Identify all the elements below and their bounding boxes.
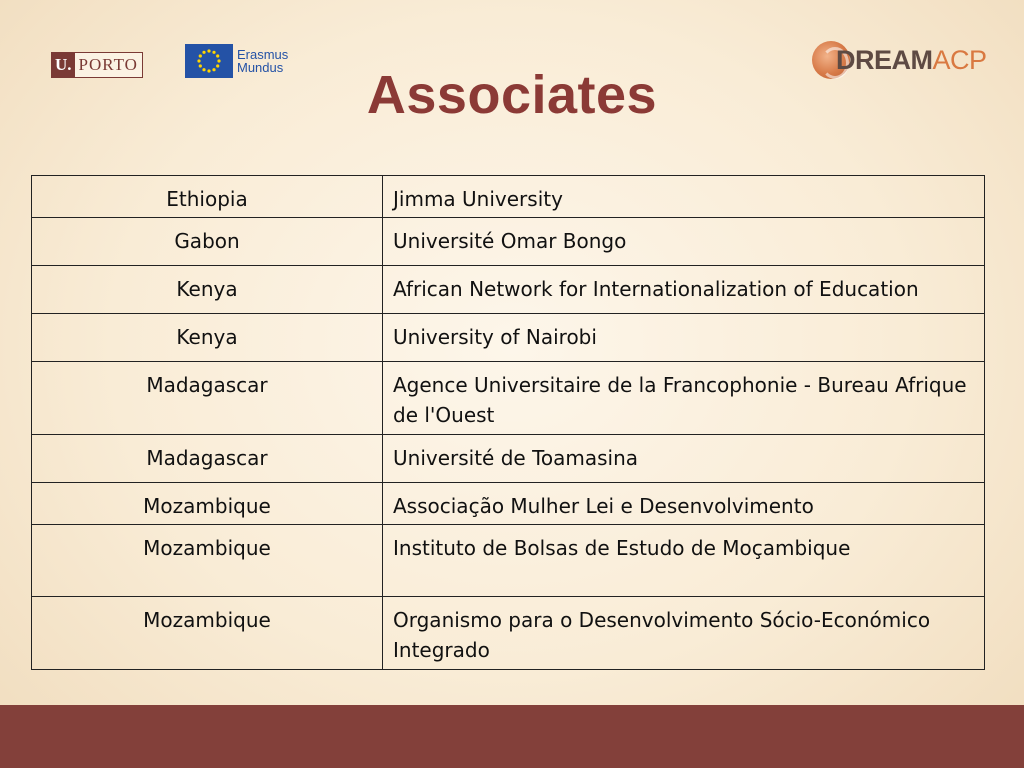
- dreamacp-wordmark-acp: ACP: [932, 44, 987, 75]
- table-row: [32, 314, 985, 362]
- country-cell: Madagascar: [32, 362, 383, 435]
- institution-cell: Jimma University: [383, 176, 985, 218]
- country-cell: Mozambique: [32, 597, 383, 670]
- country-cell: Mozambique: [32, 525, 383, 597]
- institution-cell: Instituto de Bolsas de Estudo de Moçambique: [383, 525, 985, 597]
- slide-title: Associates: [366, 65, 658, 125]
- institution-cell: Organismo para o Desenvolvimento Sócio-Económico Integrado: [383, 597, 985, 670]
- table-row: [32, 218, 985, 266]
- country-cell: Madagascar: [32, 435, 383, 483]
- erasmus-line2: Mundus: [237, 60, 284, 75]
- table-row: [32, 176, 985, 218]
- uporto-logo-u: U.: [52, 53, 75, 77]
- table-row: [32, 597, 985, 670]
- institution-cell: African Network for Internationalization of Education: [383, 266, 985, 314]
- footer-bar: [0, 705, 1024, 768]
- institution-cell: Associação Mulher Lei e Desenvolvimento: [383, 483, 985, 525]
- country-cell: Ethiopia: [32, 176, 383, 218]
- institution-cell: Université Omar Bongo: [383, 218, 985, 266]
- institution-cell: University of Nairobi: [383, 314, 985, 362]
- institution-cell: Agence Universitaire de la Francophonie - Bureau Afrique de l'Ouest: [383, 362, 985, 435]
- dreamacp-wordmark-dream: DREAM: [836, 44, 933, 75]
- associates-table: [31, 175, 985, 670]
- country-cell: Mozambique: [32, 483, 383, 525]
- table-row: [32, 483, 985, 525]
- table-row: [32, 435, 985, 483]
- uporto-logo-porto: PORTO: [75, 53, 142, 77]
- table-row: [32, 525, 985, 597]
- country-cell: Kenya: [32, 266, 383, 314]
- country-cell: Kenya: [32, 314, 383, 362]
- table-row: [32, 266, 985, 314]
- institution-cell: Université de Toamasina: [383, 435, 985, 483]
- table-row: [32, 362, 985, 435]
- country-cell: Gabon: [32, 218, 383, 266]
- erasmus-line1: Erasmus: [237, 47, 289, 62]
